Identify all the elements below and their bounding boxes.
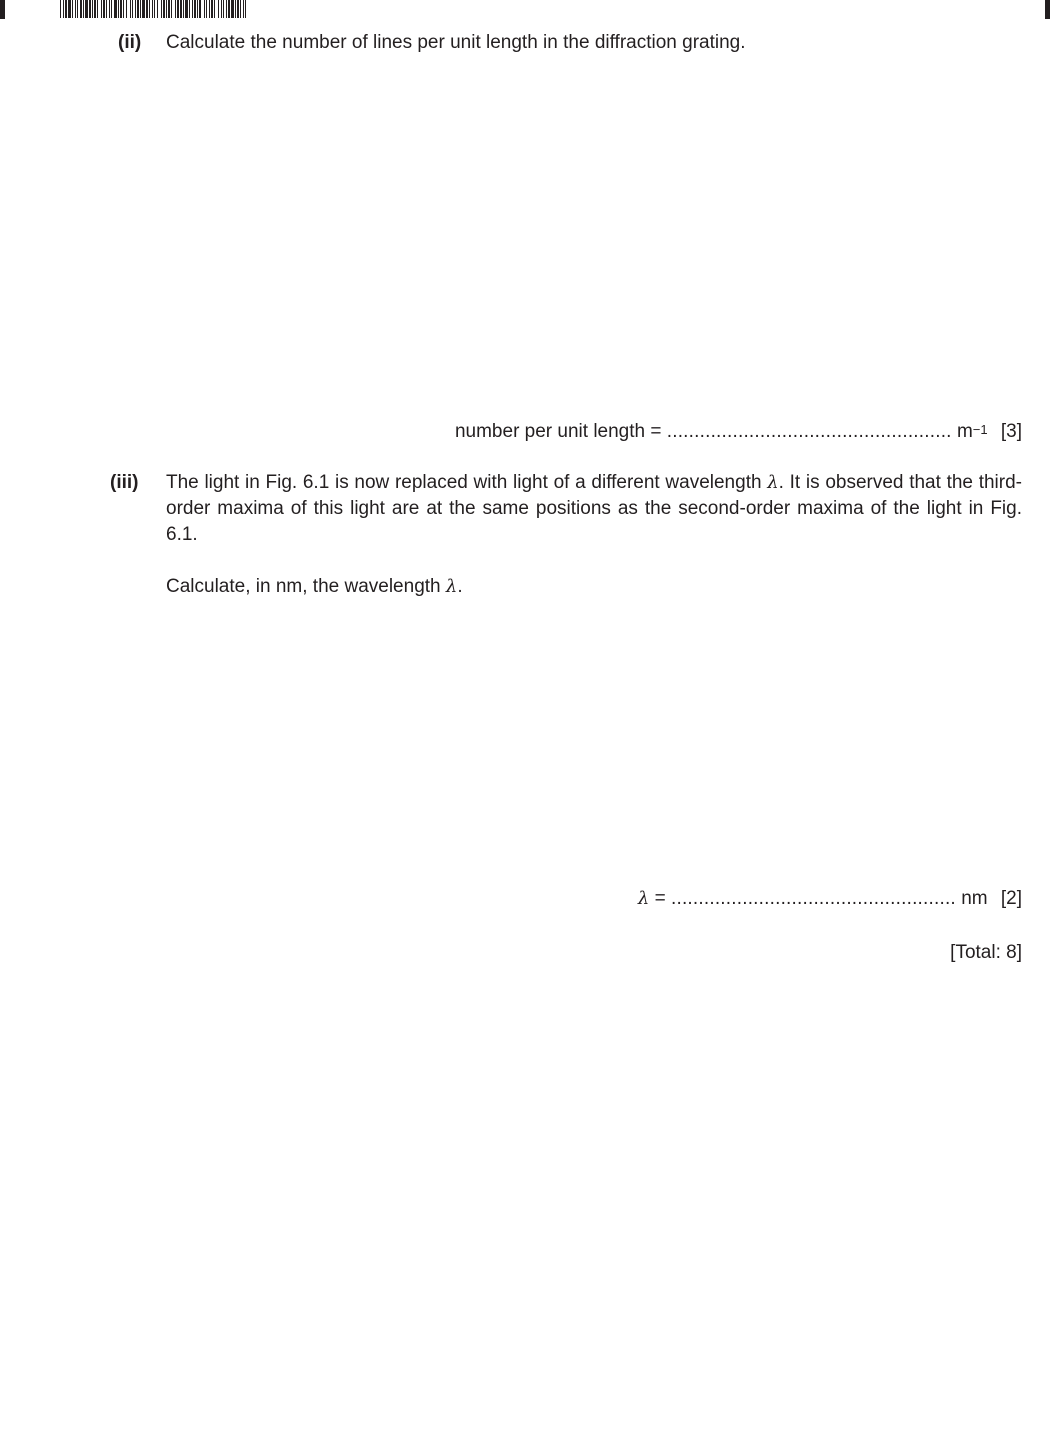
part-number: (iii) <box>110 472 139 493</box>
barcode-bar <box>65 0 67 18</box>
barcode-bar <box>218 0 219 18</box>
part-number: (ii) <box>118 32 142 53</box>
barcode-bar <box>111 0 112 18</box>
answer-dots[interactable]: .................................................... <box>666 421 952 442</box>
barcode-bar <box>152 0 153 18</box>
barcode-bar <box>194 0 196 18</box>
barcode-bar <box>226 0 227 18</box>
barcode-bar <box>154 0 155 18</box>
barcode-bar <box>109 0 110 18</box>
barcode-bar <box>228 0 230 18</box>
total-marks: [Total: 8] <box>950 942 1022 963</box>
instruction-text: Calculate, in nm, the wavelength λ. <box>166 576 463 597</box>
marks: [3] <box>1000 421 1022 442</box>
barcode-bar <box>209 0 210 18</box>
barcode-bar <box>80 0 82 18</box>
barcode-bar <box>118 0 119 18</box>
barcode-bar <box>83 0 84 18</box>
barcode-bar <box>240 0 241 18</box>
barcode-bar <box>89 0 91 18</box>
barcode-bar <box>68 0 71 18</box>
answer-unit: nm <box>961 888 988 909</box>
barcode-bar <box>245 0 246 18</box>
barcode-bar <box>149 0 150 18</box>
barcode-bar <box>197 0 198 18</box>
barcode-bar <box>137 0 139 18</box>
answer-label: number per unit length = <box>454 421 662 442</box>
answer-dots[interactable]: .................................................... <box>671 888 956 909</box>
barcode-bar <box>231 0 234 18</box>
barcode-bar <box>130 0 131 18</box>
marks: [2] <box>1000 888 1022 909</box>
barcode-bar <box>163 0 165 18</box>
barcode-bar <box>168 0 170 18</box>
barcode-bar <box>97 0 98 18</box>
barcode-bar <box>206 0 207 18</box>
barcode-bar <box>140 0 141 18</box>
barcode-bar <box>77 0 78 18</box>
barcode-bar <box>60 0 61 18</box>
barcode-bar <box>63 0 64 18</box>
barcode-bar <box>183 0 184 18</box>
barcode-bar <box>223 0 224 18</box>
question-text: Calculate the number of lines per unit length in the diffraction grating. <box>166 32 746 53</box>
registration-mark-right <box>1045 0 1050 19</box>
barcode-bar <box>180 0 182 18</box>
answer-line-number-per-unit-length <box>455 419 1022 445</box>
barcode-bar <box>142 0 145 18</box>
barcode-bar <box>166 0 167 18</box>
barcode-bar <box>132 0 133 18</box>
barcode-bar <box>75 0 76 18</box>
barcode-bar <box>235 0 236 18</box>
lambda-symbol: λ <box>637 888 650 909</box>
barcode-bar <box>185 0 188 18</box>
barcode-bar <box>157 0 158 18</box>
barcode-bar <box>126 0 127 18</box>
lambda-symbol: λ <box>767 472 779 493</box>
barcode-bar <box>135 0 136 18</box>
barcode-bar <box>199 0 201 18</box>
barcode-bar <box>214 0 215 18</box>
barcode-bar <box>175 0 176 18</box>
barcode-bar <box>94 0 96 18</box>
barcode-bar <box>120 0 122 18</box>
barcode-bar <box>146 0 148 18</box>
barcode-bar <box>204 0 205 18</box>
question-text: The light in Fig. 6.1 is now replaced with light of a different wavelength λ. It is observed that the third-order maxima of this light are at the same positions as the second-order maxima of the light in Fig. 6.1. <box>166 472 1022 545</box>
barcode-bar <box>243 0 244 18</box>
barcode-bar <box>85 0 88 18</box>
barcode-bar <box>92 0 93 18</box>
barcode <box>60 0 423 18</box>
barcode-bar <box>103 0 105 18</box>
answer-unit: $m^{-1}$ <box>956 421 988 442</box>
barcode-bar <box>171 0 172 18</box>
barcode-bar <box>106 0 107 18</box>
barcode-bar <box>211 0 213 18</box>
answer-label: = <box>654 888 666 909</box>
barcode-bar <box>177 0 179 18</box>
barcode-bar <box>101 0 102 18</box>
barcode-bar <box>161 0 162 18</box>
barcode-bar <box>72 0 73 18</box>
barcode-bar <box>221 0 222 18</box>
barcode-bar <box>192 0 193 18</box>
registration-mark-left <box>0 0 5 19</box>
barcode-bar <box>189 0 190 18</box>
barcode-bar <box>237 0 239 18</box>
lambda-symbol: λ <box>445 576 458 597</box>
barcode-bar <box>114 0 117 18</box>
answer-line-wavelength <box>638 886 1022 912</box>
barcode-bar <box>123 0 124 18</box>
